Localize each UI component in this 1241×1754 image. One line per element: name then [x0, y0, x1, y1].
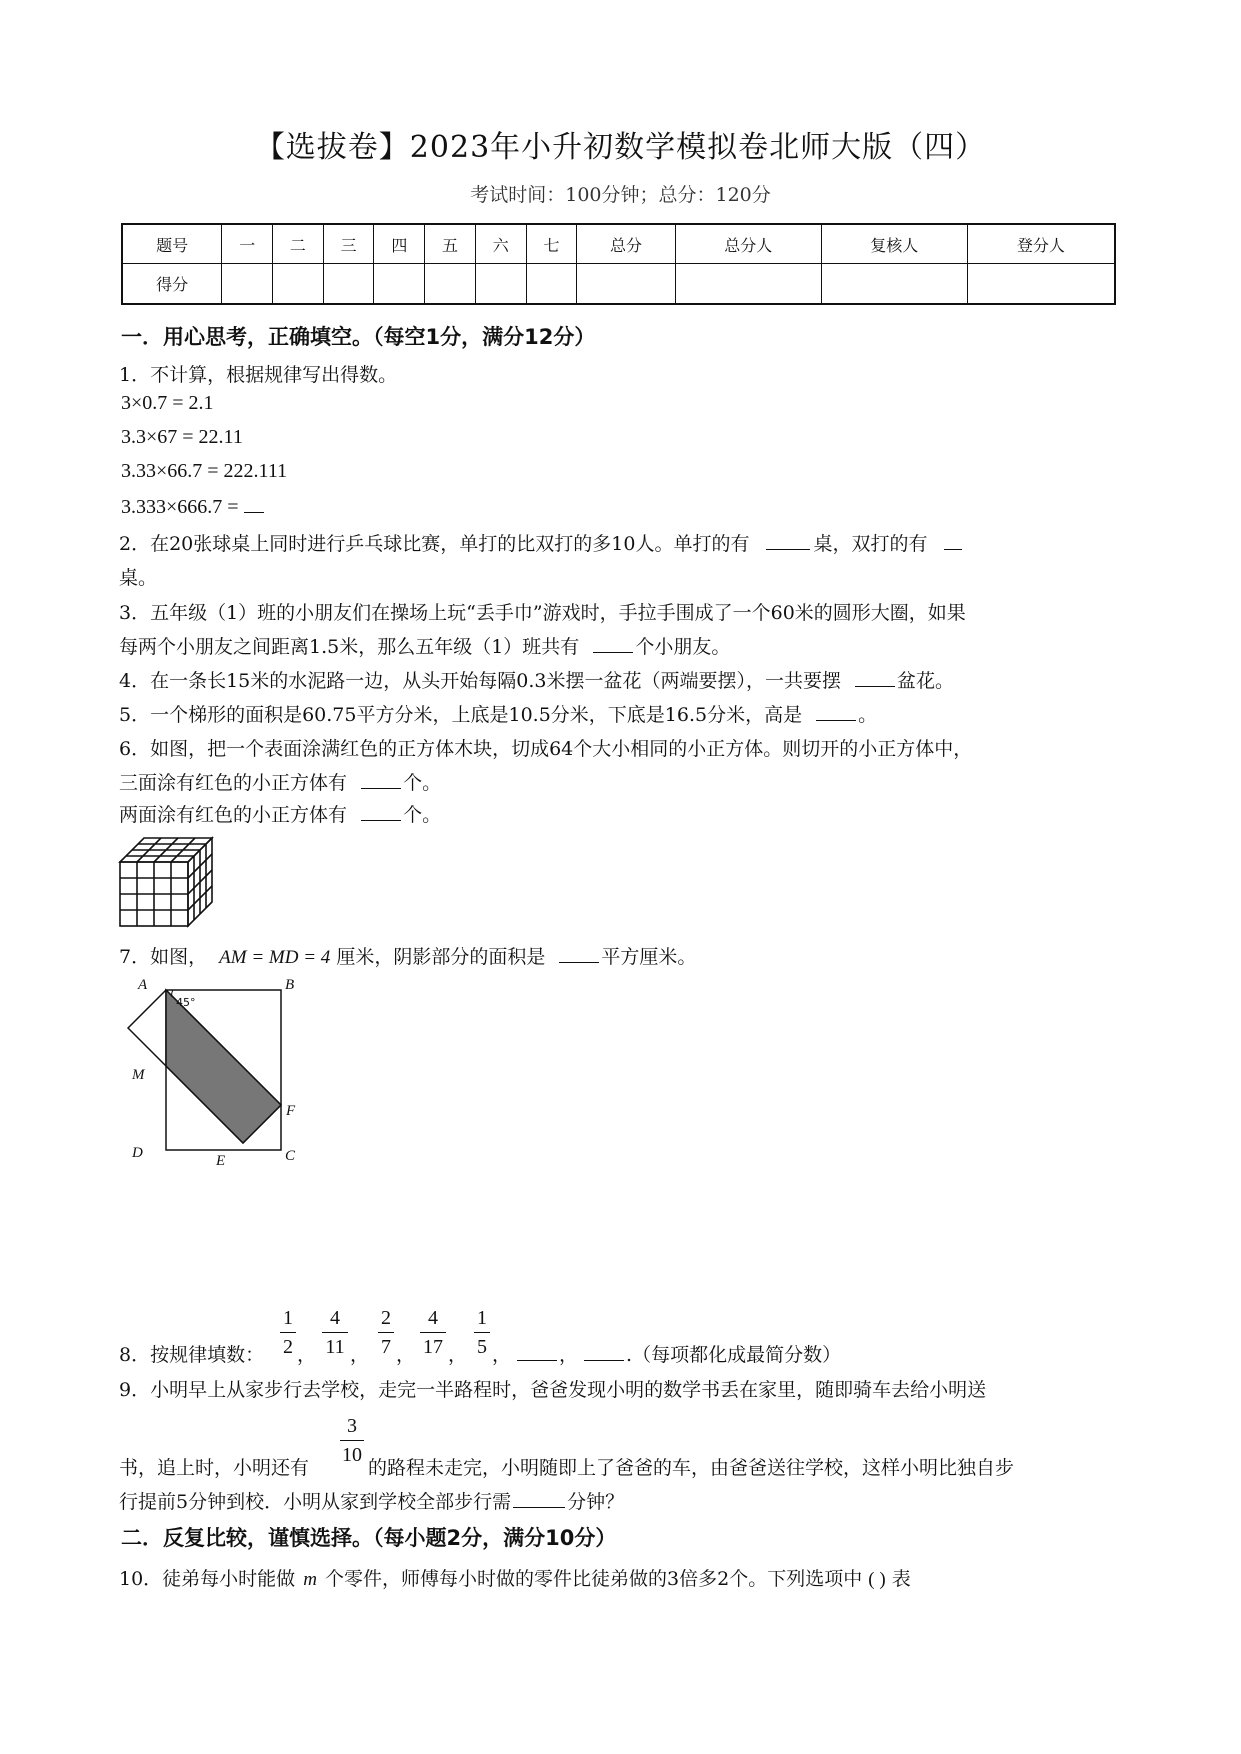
fraction	[280, 1306, 296, 1359]
q7-tail: 平方厘米。	[601, 946, 697, 968]
answer-blank[interactable]	[361, 802, 401, 821]
q2-mid: 桌，双打的有	[813, 533, 928, 555]
separator: ，	[396, 1344, 416, 1366]
score-input-cell[interactable]	[222, 264, 273, 305]
score-input-cell[interactable]	[273, 264, 324, 305]
question-9-line-3	[119, 1487, 624, 1514]
question-6-line-2	[119, 768, 441, 795]
fraction-numerator: 1	[477, 1307, 487, 1329]
q10-text: 10．徒弟每小时能做	[119, 1568, 296, 1590]
question-10	[119, 1564, 911, 1591]
label-D: D	[132, 1145, 143, 1161]
q10-mid: 个零件，师傅每小时做的零件比徒弟做的3倍多2个。下列选项中	[325, 1568, 863, 1590]
answer-blank[interactable]	[361, 770, 401, 789]
separator: ，	[448, 1344, 468, 1366]
label-A: A	[138, 977, 148, 993]
q6-tail-a: 个。	[403, 772, 442, 794]
q4-tail: 盆花。	[897, 670, 955, 692]
question-4	[119, 666, 954, 693]
score-cell: 总分人	[675, 224, 821, 264]
fraction-numerator: 4	[428, 1307, 438, 1329]
fraction-numerator: 4	[330, 1307, 340, 1329]
question-8-tail	[492, 1340, 841, 1367]
separator: ，	[492, 1344, 512, 1366]
section-2-heading: 二．反复比较，谨慎选择。（每小题2分，满分10分）	[121, 1526, 617, 1550]
fraction	[340, 1414, 364, 1467]
q7-expression: AM = MD = 4	[219, 947, 331, 968]
score-cell: 复核人	[821, 224, 967, 264]
fraction-denominator: 17	[423, 1336, 443, 1358]
cube-figure	[112, 830, 222, 930]
score-input-cell[interactable]	[475, 264, 526, 305]
answer-blank[interactable]	[816, 702, 856, 721]
fraction-denominator: 7	[381, 1336, 391, 1358]
score-table-score-row	[122, 264, 1115, 305]
label-M: M	[132, 1067, 145, 1083]
answer-blank[interactable]	[244, 494, 264, 513]
answer-blank[interactable]	[766, 531, 810, 550]
question-7	[119, 942, 696, 969]
q1-equation-4	[121, 494, 264, 519]
fraction	[378, 1306, 394, 1359]
q9-line-2-end: 的路程未走完，小明随即上了爸爸的车，由爸爸送往学校，这样小明比独自步	[368, 1457, 1015, 1479]
answer-blank[interactable]	[559, 944, 599, 963]
label-F: F	[286, 1103, 296, 1119]
q1-equation-4-text: 3.333×666.7 =	[121, 496, 239, 518]
score-input-cell[interactable]	[577, 264, 675, 305]
q9-text: 行提前5分钟到校．小明从家到学校全部步行需	[119, 1491, 512, 1513]
fraction-numerator: 1	[283, 1307, 293, 1329]
q6-text-a: 三面涂有红色的小正方体有	[119, 772, 348, 794]
q6-tail-b: 个。	[403, 804, 442, 826]
question-6-line-3	[119, 800, 441, 827]
score-input-cell[interactable]	[821, 264, 967, 305]
score-cell: 二	[273, 224, 324, 264]
q10-tail: 表	[891, 1568, 911, 1590]
fraction-numerator: 3	[347, 1415, 357, 1437]
score-input-cell[interactable]	[425, 264, 476, 305]
q4-text: 4．在一条长15米的水泥路一边，从头开始每隔0.3米摆一盆花（两端要摆），一共要摆	[119, 670, 841, 692]
question-6-line-1: 6．如图，把一个表面涂满红色的正方体木块，切成64个大小相同的小正方体。则切开的小正方体中，	[119, 738, 973, 760]
score-cell: 一	[222, 224, 273, 264]
label-B: B	[285, 977, 295, 993]
question-9-line-1: 9．小明早上从家步行去学校，走完一半路程时，爸爸发现小明的数学书丢在家里，随即骑车去给小明送	[119, 1379, 987, 1401]
fraction-numerator: 2	[381, 1307, 391, 1329]
label-E: E	[216, 1153, 226, 1169]
fraction	[322, 1306, 348, 1359]
exam-info: 考试时间：100分钟；总分：120分	[470, 184, 771, 206]
score-input-cell[interactable]	[675, 264, 821, 305]
fraction-denominator: 2	[283, 1336, 293, 1358]
score-input-cell[interactable]	[374, 264, 425, 305]
score-cell: 五	[425, 224, 476, 264]
fraction	[420, 1306, 446, 1359]
q9-line-2-start: 书，追上时，小明还有	[119, 1457, 310, 1479]
fraction	[474, 1306, 490, 1359]
question-1-text: 1．不计算，根据规律写出得数。	[119, 364, 398, 386]
question-5	[119, 700, 877, 727]
score-cell: 六	[475, 224, 526, 264]
section-1-heading: 一．用心思考，正确填空。（每空1分，满分12分）	[121, 325, 596, 349]
q2-text: 2．在20张球桌上同时进行乒乓球比赛，单打的比双打的多10人。单打的有	[119, 533, 750, 555]
score-table-header-row	[122, 224, 1115, 264]
score-cell: 七	[526, 224, 577, 264]
question-3-line-1: 3．五年级（1）班的小朋友们在操场上玩“丢手巾”游戏时，手拉手围成了一个60米的圆形大圈，如果	[119, 602, 966, 624]
answer-parentheses[interactable]: ( )	[868, 1569, 886, 1590]
answer-blank[interactable]	[517, 1342, 557, 1361]
q1-equation-1: 3×0.7 = 2.1	[121, 392, 214, 414]
answer-blank[interactable]	[513, 1489, 565, 1508]
score-cell: 登分人	[967, 224, 1115, 264]
separator: ，	[350, 1344, 370, 1366]
score-cell: 四	[374, 224, 425, 264]
score-table	[121, 223, 1116, 305]
score-cell: 总分	[577, 224, 675, 264]
answer-blank[interactable]	[944, 531, 962, 550]
fraction-denominator: 5	[477, 1336, 487, 1358]
q9-tail: 分钟？	[567, 1491, 625, 1513]
question-3-line-2	[119, 632, 730, 659]
separator: ，	[559, 1344, 579, 1366]
geometry-figure	[110, 975, 310, 1175]
score-cell: 题号	[122, 224, 222, 264]
question-2-line-2: 桌。	[119, 567, 158, 589]
score-cell: 三	[323, 224, 374, 264]
q5-text: 5．一个梯形的面积是60.75平方分米，上底是10.5分米，下底是16.5分米，高是	[119, 704, 803, 726]
score-input-cell[interactable]	[323, 264, 374, 305]
q5-tail: 。	[858, 704, 878, 726]
question-8-label: 8．按规律填数：	[119, 1344, 265, 1366]
fraction-denominator: 10	[342, 1444, 362, 1466]
angle-label: 45°	[176, 996, 196, 1009]
score-row-label: 得分	[122, 264, 222, 305]
q3-tail: 个小朋友。	[635, 636, 731, 658]
label-C: C	[285, 1148, 296, 1164]
q1-equation-3: 3.33×66.7 = 222.111	[121, 460, 288, 482]
question-2-line-1	[119, 529, 962, 556]
q7-text: 7．如图，	[119, 946, 208, 968]
q10-variable: m	[303, 1569, 317, 1590]
score-input-cell[interactable]	[526, 264, 577, 305]
q8-note: .（每项都化成最简分数）	[626, 1344, 842, 1366]
q7-mid: 厘米，阴影部分的面积是	[336, 946, 546, 968]
answer-blank[interactable]	[584, 1342, 624, 1361]
separator: ，	[297, 1344, 317, 1366]
page-title: 【选拔卷】2023年小升初数学模拟卷北师大版（四）	[254, 130, 987, 165]
q1-equation-2: 3.3×67 = 22.11	[121, 426, 243, 448]
answer-blank[interactable]	[593, 634, 633, 653]
fraction-denominator: 11	[325, 1336, 345, 1358]
score-input-cell[interactable]	[967, 264, 1115, 305]
q3-text: 每两个小朋友之间距离1.5米，那么五年级（1）班共有	[119, 636, 580, 658]
q6-text-b: 两面涂有红色的小正方体有	[119, 804, 348, 826]
answer-blank[interactable]	[855, 668, 895, 687]
